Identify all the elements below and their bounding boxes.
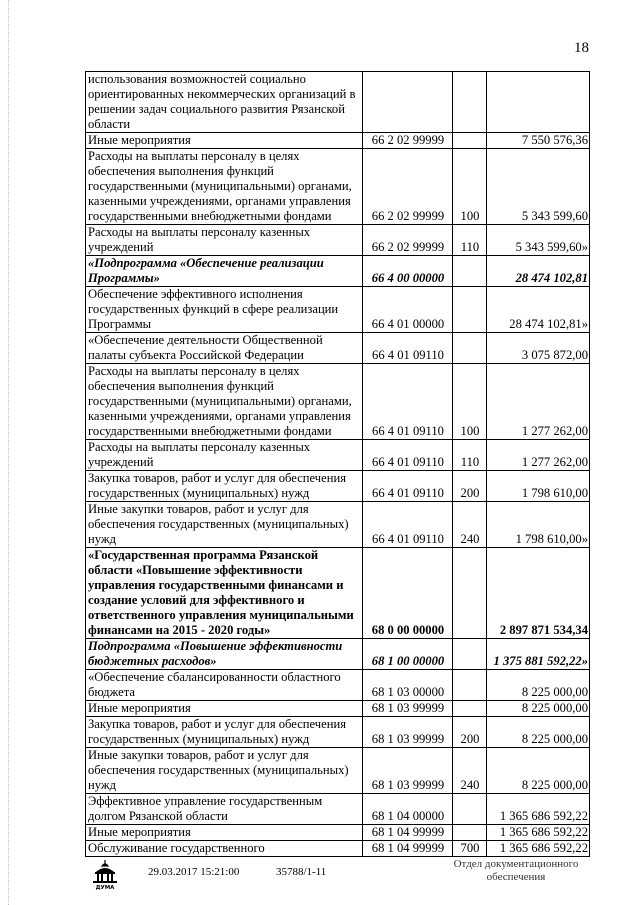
table-row: [86, 841, 590, 857]
row-code-cell: [363, 72, 453, 133]
row-sum-cell: 1 365 686 592,22: [487, 825, 590, 841]
row-expense-type-cell: [453, 825, 487, 841]
logo-text: ДУМА: [95, 885, 115, 890]
row-code-cell: 66 4 01 09110: [363, 333, 453, 364]
page-number: 18: [574, 40, 589, 56]
row-name-cell: использования возможностей социально ориентированных некоммерческих организаций в решении задач социального развития Рязанской области: [86, 72, 363, 133]
budget-table-body: [86, 72, 590, 857]
row-name-cell: Расходы на выплаты персоналу казенных учреждений: [86, 440, 363, 471]
row-expense-type-cell: 240: [453, 502, 487, 548]
row-sum-cell: 2 897 871 534,34: [487, 548, 590, 639]
row-code-cell: 68 1 04 99999: [363, 841, 453, 857]
row-expense-type-cell: [453, 701, 487, 717]
row-sum-cell: 1 365 686 592,22: [487, 794, 590, 825]
stamp-line-2: обеспечения: [486, 871, 546, 883]
department-stamp: [443, 858, 589, 884]
row-sum-cell: 8 225 000,00: [487, 717, 590, 748]
table-row: [86, 287, 590, 333]
row-expense-type-cell: 100: [453, 364, 487, 440]
row-code-cell: 66 4 01 09110: [363, 440, 453, 471]
row-code-cell: 68 1 03 99999: [363, 748, 453, 794]
page-edge-line: [8, 0, 10, 905]
table-row: [86, 149, 590, 225]
table-row: [86, 133, 590, 149]
row-expense-type-cell: [453, 548, 487, 639]
row-code-cell: 66 4 00 00000: [363, 256, 453, 287]
row-name-cell: Иные закупки товаров, работ и услуг для обеспечения государственных (муниципальных) нужд: [86, 502, 363, 548]
row-code-cell: 66 4 01 09110: [363, 502, 453, 548]
row-sum-cell: 7 550 576,36: [487, 133, 590, 149]
table-row: [86, 364, 590, 440]
row-expense-type-cell: 200: [453, 717, 487, 748]
table-row: [86, 440, 590, 471]
footer-date: 29.03.2017 15:21:00: [148, 866, 240, 878]
row-code-cell: 66 4 01 09110: [363, 364, 453, 440]
row-sum-cell: 1 277 262,00: [487, 364, 590, 440]
row-code-cell: 66 4 01 00000: [363, 287, 453, 333]
row-expense-type-cell: [453, 639, 487, 670]
row-code-cell: 66 2 02 99999: [363, 133, 453, 149]
table-row: [86, 794, 590, 825]
row-expense-type-cell: [453, 133, 487, 149]
row-sum-cell: 8 225 000,00: [487, 701, 590, 717]
row-expense-type-cell: [453, 287, 487, 333]
row-code-cell: 68 1 03 99999: [363, 701, 453, 717]
row-name-cell: Иные мероприятия: [86, 133, 363, 149]
table-row: [86, 748, 590, 794]
row-sum-cell: 28 474 102,81»: [487, 287, 590, 333]
row-expense-type-cell: [453, 794, 487, 825]
table-row: [86, 502, 590, 548]
row-name-cell: Иные закупки товаров, работ и услуг для обеспечения государственных (муниципальных) нужд: [86, 748, 363, 794]
row-expense-type-cell: 110: [453, 225, 487, 256]
row-sum-cell: 3 075 872,00: [487, 333, 590, 364]
table-row: [86, 548, 590, 639]
row-code-cell: 66 2 02 99999: [363, 225, 453, 256]
row-name-cell: Подпрограмма «Повышение эффективности бюджетных расходов»: [86, 639, 363, 670]
row-expense-type-cell: 240: [453, 748, 487, 794]
row-expense-type-cell: 700: [453, 841, 487, 857]
row-name-cell: Обеспечение эффективного исполнения государственных функций в сфере реализации Программы: [86, 287, 363, 333]
row-name-cell: Расходы на выплаты персоналу в целях обеспечения выполнения функций государственными (муниципальными) органами, казенными учреждениями, органами управления государственными внебюджетными фондами: [86, 149, 363, 225]
table-row: [86, 717, 590, 748]
table-row: [86, 72, 590, 133]
row-expense-type-cell: [453, 72, 487, 133]
row-code-cell: 66 2 02 99999: [363, 149, 453, 225]
row-name-cell: Обслуживание государственного: [86, 841, 363, 857]
row-code-cell: 68 0 00 00000: [363, 548, 453, 639]
row-sum-cell: 8 225 000,00: [487, 748, 590, 794]
row-sum-cell: 8 225 000,00: [487, 670, 590, 701]
row-name-cell: «Обеспечение сбалансированности областного бюджета: [86, 670, 363, 701]
row-sum-cell: 28 474 102,81: [487, 256, 590, 287]
row-sum-cell: 1 375 881 592,22»: [487, 639, 590, 670]
row-sum-cell: 1 798 610,00»: [487, 502, 590, 548]
row-name-cell: Иные мероприятия: [86, 825, 363, 841]
row-name-cell: Расходы на выплаты персоналу казенных учреждений: [86, 225, 363, 256]
table-row: [86, 825, 590, 841]
row-sum-cell: 5 343 599,60: [487, 149, 590, 225]
row-sum-cell: 1 365 686 592,22: [487, 841, 590, 857]
row-expense-type-cell: 110: [453, 440, 487, 471]
row-expense-type-cell: 100: [453, 149, 487, 225]
row-sum-cell: 1 277 262,00: [487, 440, 590, 471]
row-name-cell: Расходы на выплаты персоналу в целях обеспечения выполнения функций государственными (муниципальными) органами, казенными учреждениями, органами управления государственными внебюджетными фондами: [86, 364, 363, 440]
row-name-cell: Закупка товаров, работ и услуг для обеспечения государственных (муниципальных) нужд: [86, 717, 363, 748]
row-name-cell: Эффективное управление государственным долгом Рязанской области: [86, 794, 363, 825]
row-code-cell: 66 4 01 09110: [363, 471, 453, 502]
row-name-cell: «Подпрограмма «Обеспечение реализации Программы»: [86, 256, 363, 287]
row-code-cell: 68 1 00 00000: [363, 639, 453, 670]
budget-table: [85, 71, 590, 857]
row-code-cell: 68 1 03 00000: [363, 670, 453, 701]
row-expense-type-cell: [453, 333, 487, 364]
table-row: [86, 225, 590, 256]
table-row: [86, 639, 590, 670]
row-sum-cell: [487, 72, 590, 133]
row-name-cell: Закупка товаров, работ и услуг для обеспечения государственных (муниципальных) нужд: [86, 471, 363, 502]
row-expense-type-cell: 200: [453, 471, 487, 502]
table-row: [86, 471, 590, 502]
row-sum-cell: 1 798 610,00: [487, 471, 590, 502]
row-expense-type-cell: [453, 670, 487, 701]
row-sum-cell: 5 343 599,60»: [487, 225, 590, 256]
duma-logo-icon: [90, 858, 120, 890]
row-code-cell: 68 1 04 99999: [363, 825, 453, 841]
footer-reg-number: 35788/1-11: [276, 866, 327, 878]
row-name-cell: «Обеспечение деятельности Общественной палаты субъекта Российской Федерации: [86, 333, 363, 364]
row-name-cell: Иные мероприятия: [86, 701, 363, 717]
stamp-line-1: Отдел документационного: [453, 858, 579, 870]
row-name-cell: «Государственная программа Рязанской области «Повышение эффективности управления государственными финансами и создание условий для эффективного и ответственного управления муниципальными финансами на 2015 - 2020 годы»: [86, 548, 363, 639]
table-row: [86, 701, 590, 717]
table-row: [86, 670, 590, 701]
row-code-cell: 68 1 04 00000: [363, 794, 453, 825]
row-code-cell: 68 1 03 99999: [363, 717, 453, 748]
table-row: [86, 256, 590, 287]
table-row: [86, 333, 590, 364]
row-expense-type-cell: [453, 256, 487, 287]
